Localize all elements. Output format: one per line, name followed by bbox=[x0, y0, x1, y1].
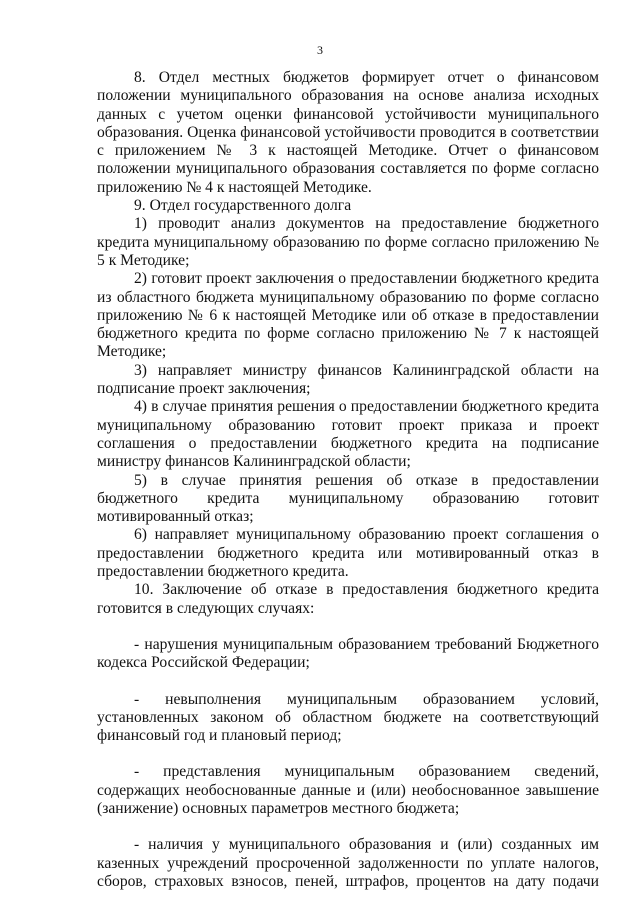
list-item-9-2: 2) готовит проект заключения о предоставлении бюджетного кредита из областного бюджета муниципальному образованию по форме согласно приложению № 6 к настоящей Методике или об отказе в предоставлении бюджетного кредита по форме согласно приложению № 7 к настоящей Методике; bbox=[97, 270, 599, 361]
document-body bbox=[97, 69, 599, 891]
paragraph-8-local-budgets: 8. Отдел местных бюджетов формирует отчет о финансовом положении муниципального образования на основе анализа исходных данных с учетом оценки финансовой устойчивости муниципального образования. Оценка финансовой устойчивости проводится в соответствии с приложением № 3 к настоящей Методике. Отчет о финансовом положении муниципального образования составляется по форме согласно приложению № 4 к настоящей Методике. bbox=[97, 69, 599, 196]
refusal-case-overdue-debt: - наличия у муниципального образования и (или) созданных им казенных учреждений просроченной задолженности по уплате налогов, сборов, страховых взносов, пеней, штрафов, процентов на дату подачи bbox=[97, 836, 599, 890]
page-number: 3 bbox=[317, 43, 323, 57]
refusal-case-conditions: - невыполнения муниципальным образованием условий, установленных законом об областном бюджете на соответствующий финансовый год и плановый период; bbox=[97, 690, 599, 745]
refusal-case-budget-code: - нарушения муниципальным образованием требований Бюджетного кодекса Российской Федерации; bbox=[97, 635, 599, 672]
refusal-case-unfounded-data: - представления муниципальным образованием сведений, содержащих необоснованные данные и (или) необоснованное завышение (занижение) основных параметров местного бюджета; bbox=[97, 763, 599, 817]
list-item-9-3: 3) направляет министру финансов Калининградской области на подписание проект заключения; bbox=[97, 361, 599, 398]
paragraph-10-refusal: 10. Заключение об отказе в предоставления бюджетного кредита готовится в следующих случаях: bbox=[97, 581, 599, 617]
list-item-9-6: 6) направляет муниципальному образованию проект соглашения о предоставлении бюджетного кредита или мотивированный отказ в предоставлении бюджетного кредита. bbox=[97, 526, 599, 581]
paragraph-9-state-debt: 9. Отдел государственного долга bbox=[134, 197, 352, 215]
list-item-9-5: 5) в случае принятия решения об отказе в предоставлении бюджетного кредита муниципальному образованию готовит мотивированный отказ; bbox=[97, 471, 599, 526]
list-item-9-4: 4) в случае принятия решения о предоставлении бюджетного кредита муниципальному образованию готовит проект приказа и проект соглашения о предоставлении бюджетного кредита на подписание министру финансов Калининградской области; bbox=[97, 398, 599, 471]
list-item-9-1: 1) проводит анализ документов на предоставление бюджетного кредита муниципальному образованию по форме согласно приложению № 5 к Методике; bbox=[97, 215, 599, 269]
